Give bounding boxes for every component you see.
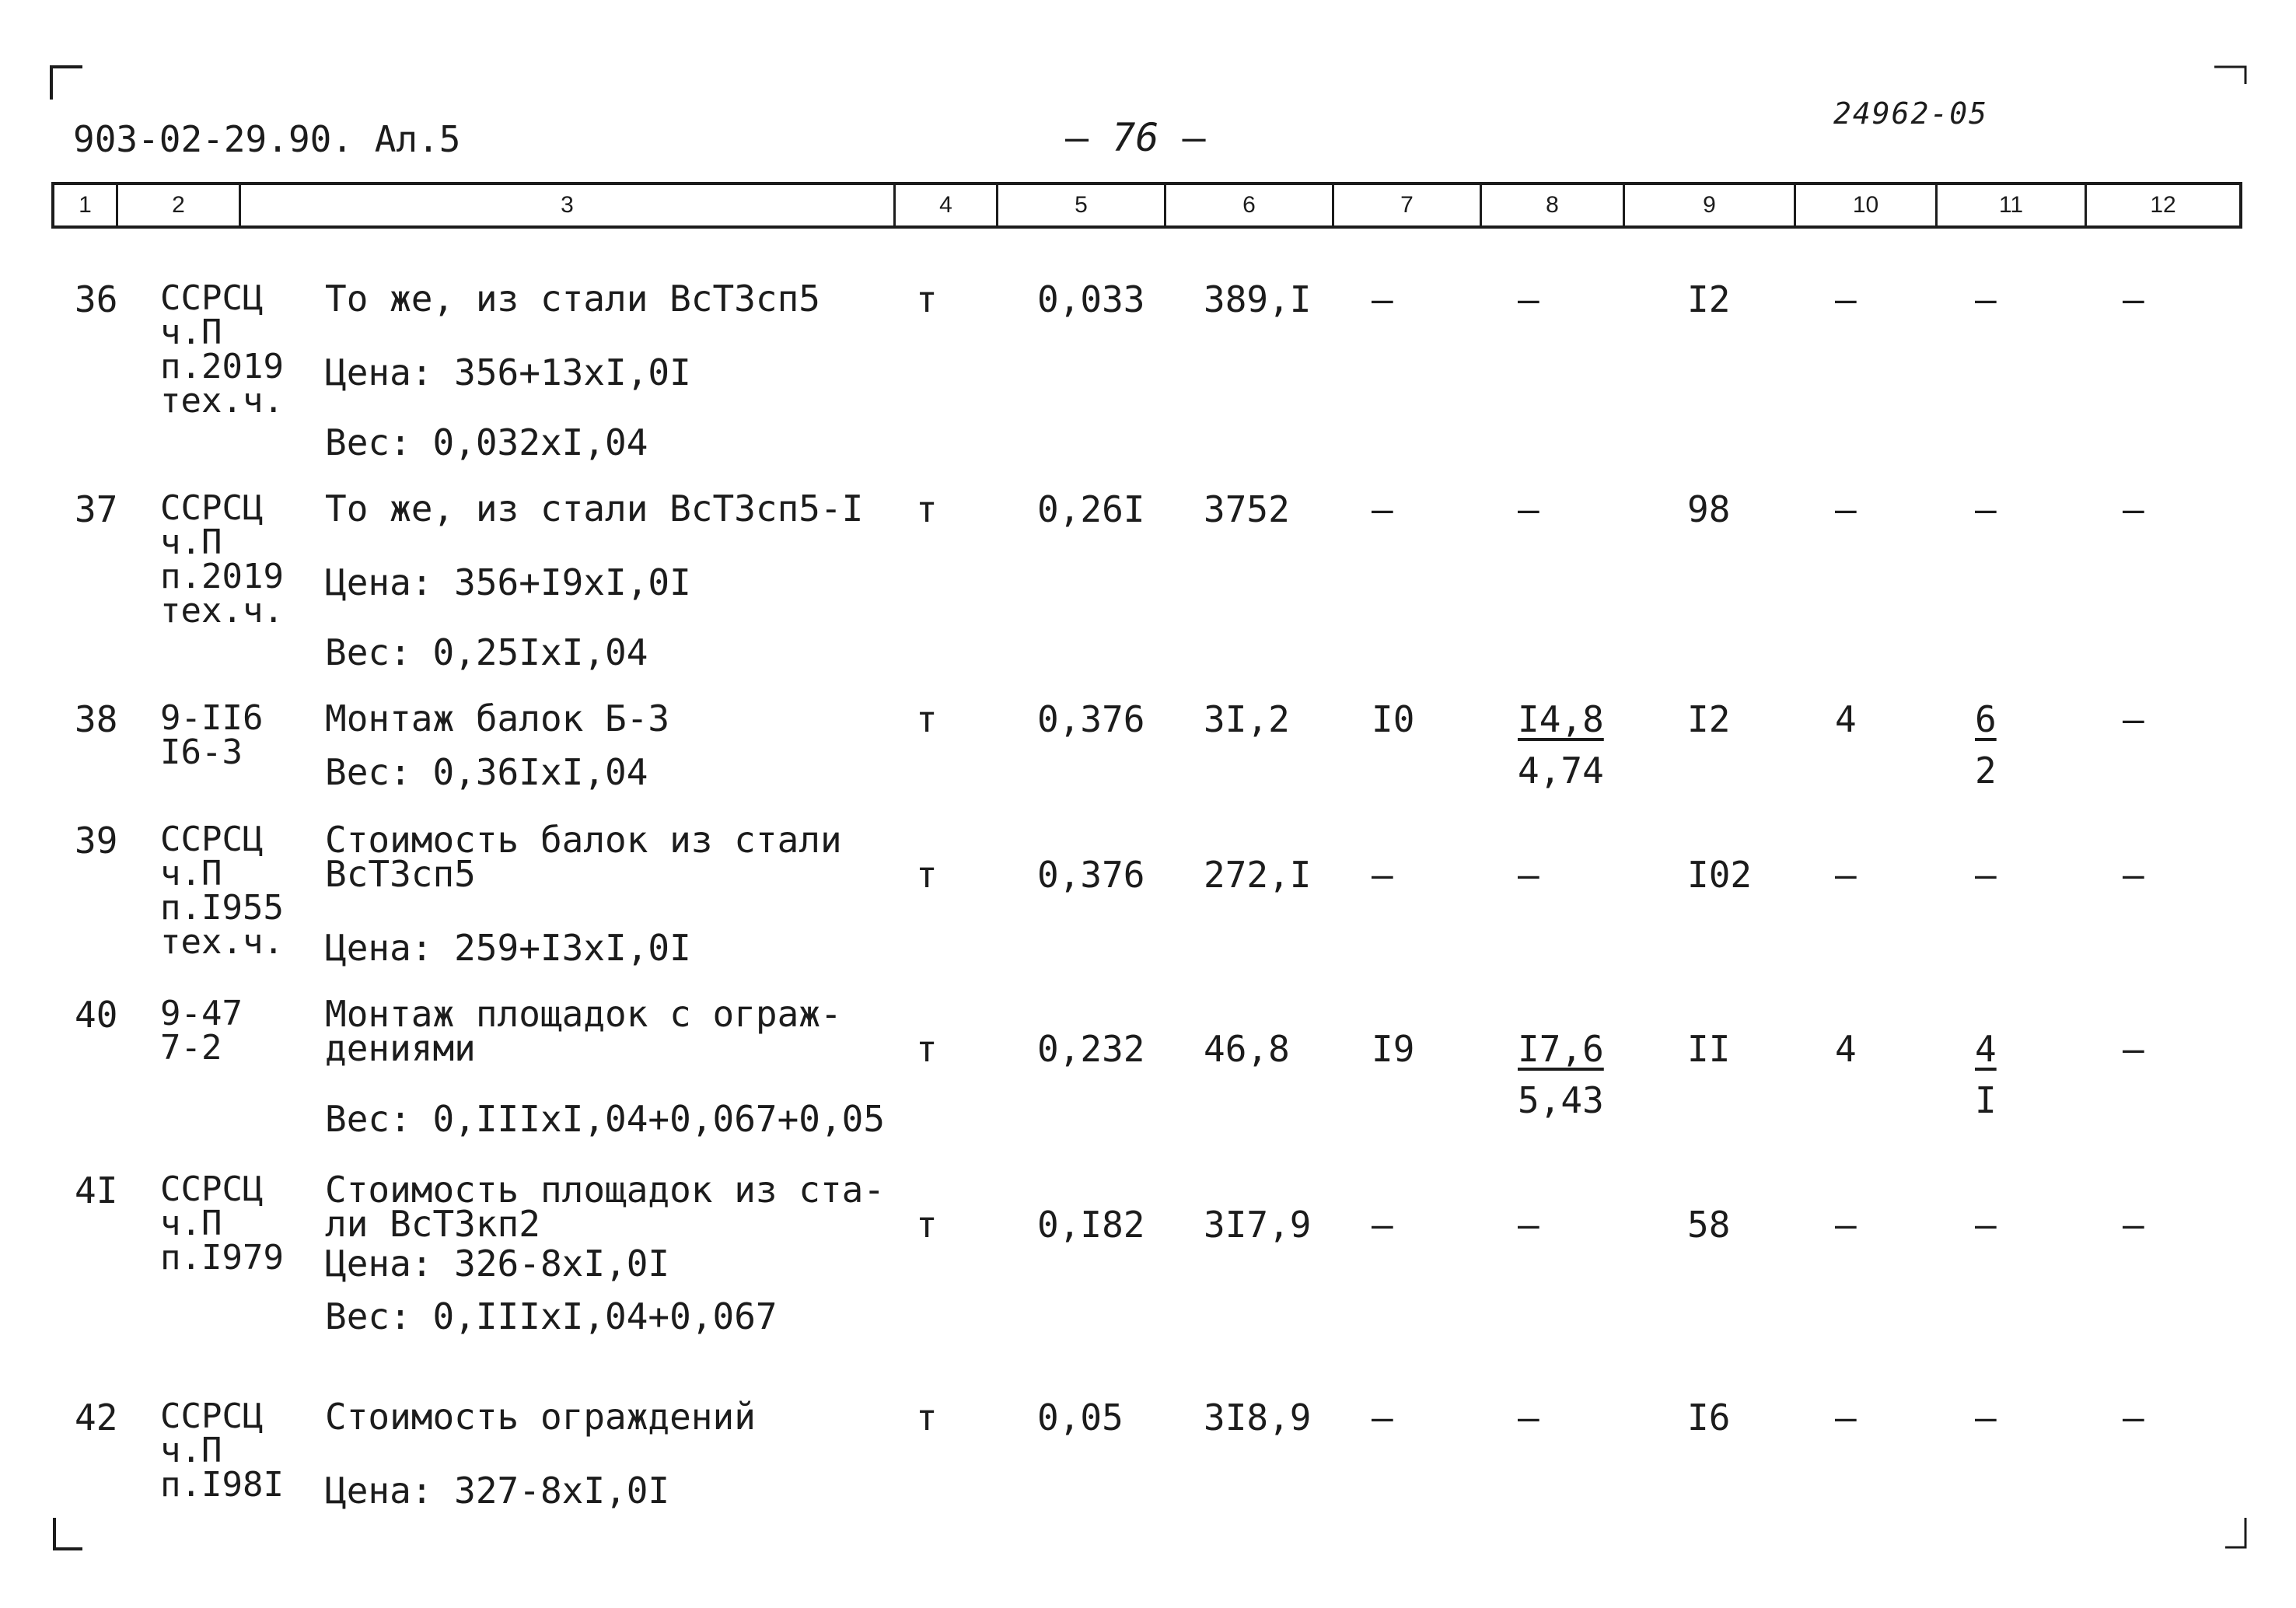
work-description-line: То же, из стали ВсТ3сп5 — [325, 278, 820, 320]
column-11-sub-cell: I — [1975, 1079, 1997, 1121]
column-12-cell: – — [2123, 854, 2144, 896]
column-header-12: 12 — [2150, 192, 2176, 218]
column-10-cell: 4 — [1835, 1028, 1857, 1070]
corner-mark-bottom-left — [51, 1515, 90, 1554]
norm-reference-line: 9-II6 — [160, 698, 264, 738]
norm-reference-line: ч.П — [160, 1204, 222, 1243]
column-12-cell: – — [2123, 1397, 2144, 1438]
norm-reference-line: п.I979 — [160, 1238, 284, 1278]
column-11-sub-cell: 2 — [1975, 750, 1997, 792]
column-10-cell: – — [1835, 278, 1857, 320]
quantity-cell: 0,26I — [1037, 488, 1145, 530]
column-header-7: 7 — [1334, 185, 1482, 225]
norm-reference-line: ч.П — [160, 854, 222, 893]
row-number: 37 — [75, 488, 118, 530]
unit-price-cell: 3I7,9 — [1204, 1204, 1312, 1246]
column-10-cell: – — [1835, 1397, 1857, 1438]
unit-price-cell: 46,8 — [1204, 1028, 1290, 1070]
norm-reference-line: п.2019 — [160, 347, 284, 386]
column-header-5: 5 — [998, 185, 1166, 225]
norm-reference-line: ч.П — [160, 1431, 222, 1470]
column-11-cell: – — [1975, 278, 1997, 320]
norm-reference-line: I6-3 — [160, 732, 243, 772]
work-description — [325, 993, 842, 1069]
work-description — [325, 488, 864, 530]
column-8-cell: – — [1518, 278, 1539, 320]
work-description-line: Стоимость площадок из ста- — [325, 1169, 886, 1211]
column-7-cell: I0 — [1372, 698, 1415, 740]
unit-cell: т — [916, 1028, 938, 1070]
work-description — [325, 1396, 756, 1438]
row-number: 36 — [75, 278, 118, 320]
corner-mark-bottom-right — [2214, 1515, 2253, 1554]
column-7-cell: I9 — [1372, 1028, 1415, 1070]
column-8-cell: – — [1518, 854, 1539, 896]
norm-reference-line: п.I955 — [160, 888, 284, 928]
work-description — [325, 278, 820, 320]
column-8-cell: I4,8 — [1518, 698, 1604, 740]
price-weight-note: Вес: 0,IIIхI,04+0,067 — [325, 1295, 778, 1337]
column-9-cell: I2 — [1687, 278, 1731, 320]
norm-reference-line: п.I98I — [160, 1465, 284, 1505]
norm-reference-line: ССРСЦ — [160, 278, 264, 318]
corner-mark-top-left — [48, 64, 87, 103]
column-12-cell: – — [2123, 278, 2144, 320]
column-11-cell: 6 — [1975, 698, 1997, 740]
quantity-cell: 0,232 — [1037, 1028, 1145, 1070]
quantity-cell: 0,05 — [1037, 1397, 1124, 1438]
price-weight-note: Цена: 356+13хI,0I — [325, 351, 691, 393]
column-8-cell: I7,6 — [1518, 1028, 1604, 1070]
price-weight-note: Вес: 0,IIIхI,04+0,067+0,05 — [325, 1098, 886, 1140]
column-header-2: 2 — [118, 185, 241, 225]
norm-reference-line: ССРСЦ — [160, 488, 264, 528]
column-10-cell: – — [1835, 1204, 1857, 1246]
norm-reference — [160, 488, 284, 631]
norm-reference-line: 7-2 — [160, 1028, 222, 1068]
column-11-cell: – — [1975, 1397, 1997, 1438]
column-header-8: 8 — [1482, 185, 1625, 225]
row-number: 38 — [75, 698, 118, 740]
quantity-cell: 0,376 — [1037, 698, 1145, 740]
work-description — [325, 1169, 886, 1245]
norm-reference — [160, 698, 264, 772]
quantity-cell: 0,033 — [1037, 278, 1145, 320]
archive-number: 24962-05 — [1833, 96, 1989, 131]
unit-price-cell: 3752 — [1204, 488, 1290, 530]
column-header-3: 3 — [241, 185, 896, 225]
norm-reference-line: ч.П — [160, 313, 222, 352]
column-12-cell: – — [2123, 1204, 2144, 1246]
column-7-cell: – — [1372, 1204, 1393, 1246]
price-weight-note: Вес: 0,032хI,04 — [325, 421, 648, 463]
work-description-line: Стоимость ограждений — [325, 1396, 756, 1438]
norm-reference-line: ССРСЦ — [160, 1169, 264, 1209]
page-number-dash-right: – — [1158, 115, 1206, 160]
row-number: 40 — [75, 994, 118, 1036]
work-description — [325, 819, 842, 895]
column-header-row — [51, 182, 2242, 229]
price-weight-note: Цена: 327-8хI,0I — [325, 1470, 670, 1512]
quantity-cell: 0,I82 — [1037, 1204, 1145, 1246]
price-weight-note: Вес: 0,36IхI,04 — [325, 751, 648, 793]
column-7-cell: – — [1372, 488, 1393, 530]
page-number-dash-left: — — [1065, 115, 1113, 160]
unit-price-cell: 272,I — [1204, 854, 1312, 896]
column-12-cell: – — [2123, 1028, 2144, 1070]
column-header-6: 6 — [1166, 185, 1334, 225]
price-weight-note: Вес: 0,25IхI,04 — [325, 631, 648, 673]
column-10-cell: – — [1835, 854, 1857, 896]
page-number-value: 76 — [1112, 115, 1159, 160]
work-description — [325, 697, 670, 739]
column-11-cell: – — [1975, 854, 1997, 896]
norm-reference — [160, 278, 284, 421]
column-11-cell: – — [1975, 488, 1997, 530]
norm-reference-line: тех.ч. — [160, 922, 284, 962]
price-weight-note: Цена: 356+I9хI,0I — [325, 561, 691, 603]
column-header-11: 11 — [1938, 185, 2087, 225]
corner-mark-top-right — [2211, 64, 2250, 103]
norm-reference-line: п.2019 — [160, 557, 284, 596]
quantity-cell: 0,376 — [1037, 854, 1145, 896]
price-weight-note: Цена: 259+I3хI,0I — [325, 927, 691, 969]
norm-reference — [160, 1397, 284, 1505]
work-description-line: Монтаж балок Б-3 — [325, 697, 670, 739]
unit-price-cell: 3I8,9 — [1204, 1397, 1312, 1438]
work-description-line: дениями — [325, 1027, 476, 1069]
column-8-sub-cell: 4,74 — [1518, 750, 1604, 792]
column-8-cell: – — [1518, 1397, 1539, 1438]
column-9-cell: I02 — [1687, 854, 1753, 896]
norm-reference — [160, 820, 284, 962]
norm-reference-line: 9-47 — [160, 994, 243, 1033]
work-description-line: Стоимость балок из стали — [325, 819, 842, 861]
work-description-line: ли ВсТ3кп2 — [325, 1203, 540, 1245]
column-7-cell: – — [1372, 1397, 1393, 1438]
unit-cell: т — [916, 698, 938, 740]
column-9-cell: 58 — [1687, 1204, 1731, 1246]
column-8-cell: – — [1518, 1204, 1539, 1246]
column-10-cell: – — [1835, 488, 1857, 530]
column-header-4: 4 — [896, 185, 998, 225]
document-code: 903-02-29.90. Ал.5 — [73, 118, 461, 160]
row-number: 39 — [75, 820, 118, 862]
column-header-9: 9 — [1625, 185, 1796, 225]
norm-reference-line: ССРСЦ — [160, 820, 264, 859]
column-9-cell: I6 — [1687, 1397, 1731, 1438]
unit-price-cell: 389,I — [1204, 278, 1312, 320]
norm-reference-line: ч.П — [160, 523, 222, 562]
column-10-cell: 4 — [1835, 698, 1857, 740]
column-12-cell: – — [2123, 488, 2144, 530]
column-9-cell: II — [1687, 1028, 1731, 1070]
column-7-cell: – — [1372, 854, 1393, 896]
norm-reference — [160, 1169, 284, 1278]
unit-cell: т — [916, 278, 938, 320]
work-description-line: То же, из стали ВсТ3сп5-I — [325, 488, 864, 530]
unit-cell: т — [916, 1204, 938, 1246]
column-9-cell: I2 — [1687, 698, 1731, 740]
column-8-cell: – — [1518, 488, 1539, 530]
column-7-cell: – — [1372, 278, 1393, 320]
unit-cell: т — [916, 1397, 938, 1438]
column-header-10: 10 — [1796, 185, 1938, 225]
norm-reference-line: ССРСЦ — [160, 1397, 264, 1436]
work-description-line: ВсТ3сп5 — [325, 853, 476, 895]
price-weight-note: Цена: 326-8хI,0I — [325, 1243, 670, 1285]
norm-reference-line: тех.ч. — [160, 591, 284, 631]
norm-reference-line: тех.ч. — [160, 381, 284, 421]
column-9-cell: 98 — [1687, 488, 1731, 530]
row-number: 42 — [75, 1397, 118, 1438]
row-number: 4I — [75, 1169, 118, 1211]
unit-cell: т — [916, 488, 938, 530]
column-12-cell: – — [2123, 698, 2144, 740]
norm-reference — [160, 994, 243, 1068]
column-11-cell: 4 — [1975, 1028, 1997, 1070]
unit-cell: т — [916, 854, 938, 896]
work-description-line: Монтаж площадок с ограж- — [325, 993, 842, 1035]
column-header-1: 1 — [54, 185, 118, 225]
column-8-sub-cell: 5,43 — [1518, 1079, 1604, 1121]
page-number — [1065, 115, 1206, 160]
unit-price-cell: 3I,2 — [1204, 698, 1290, 740]
column-11-cell: – — [1975, 1204, 1997, 1246]
